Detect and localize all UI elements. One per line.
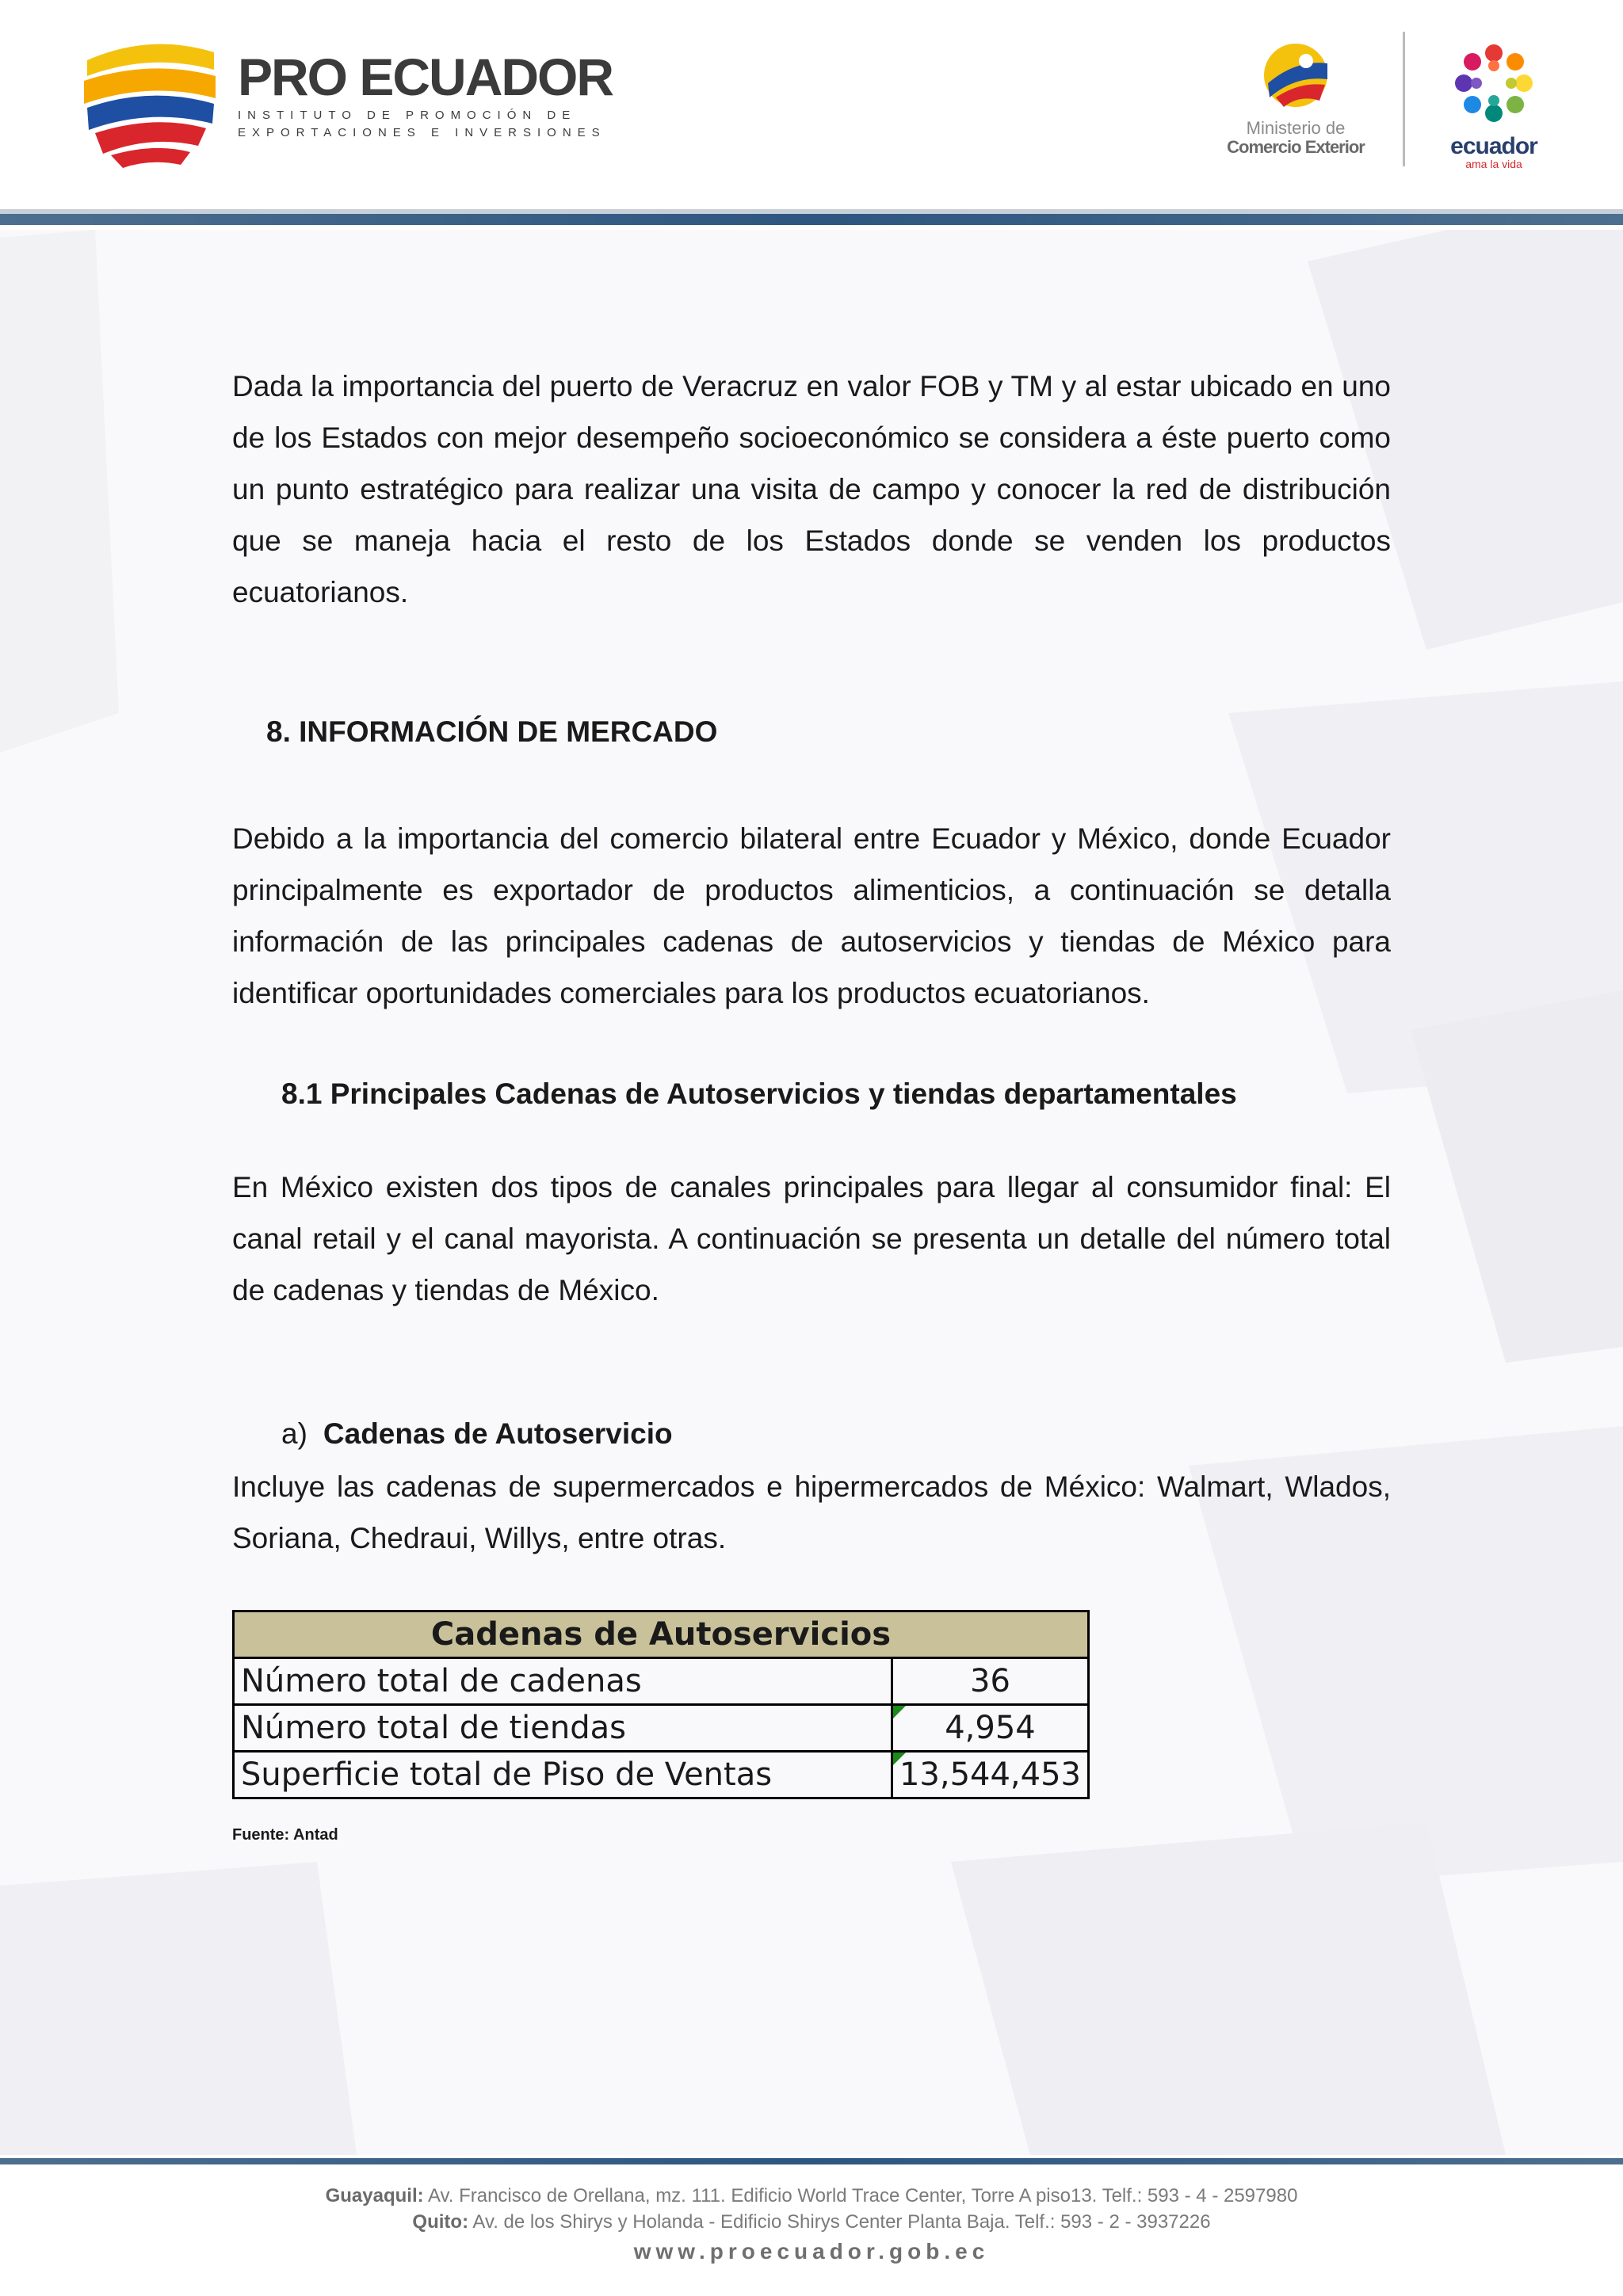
autoservicios-table — [232, 1610, 1090, 1799]
list-item-letter: a) — [281, 1417, 307, 1450]
ecuador-wordmark: ecuador — [1450, 133, 1537, 159]
footer-guayaquil-address: Av. Francisco de Orellana, mz. 111. Edificio World Trace Center, Torre A piso13. Telf.: 593 - 4 - 2597980 — [423, 2185, 1298, 2206]
list-item-title: Cadenas de Autoservicio — [323, 1417, 673, 1450]
footer-quito-label: Quito: — [412, 2211, 469, 2233]
table-row — [234, 1705, 1089, 1752]
table-title: Cadenas de Autoservicios — [234, 1611, 1089, 1658]
table-cell-label: Número total de tiendas — [234, 1705, 892, 1752]
table-row — [234, 1752, 1089, 1798]
brand-block — [238, 49, 613, 139]
brand-title: PRO ECUADOR — [238, 48, 613, 106]
footer-website-link[interactable]: www.proecuador.gob.ec — [633, 2239, 990, 2264]
ecuador-brand-logo — [1442, 36, 1545, 170]
footer-bar — [0, 2158, 1623, 2164]
subsection-heading: 8.1 Principales Cadenas de Autoservicios y tiendas departamentales — [281, 1077, 1237, 1110]
section-heading: 8. INFORMACIÓN DE MERCADO — [266, 715, 718, 748]
pro-ecuador-logo-icon — [79, 29, 222, 171]
footer-guayaquil — [0, 2183, 1623, 2209]
brand-subtitle-line-2: EXPORTACIONES E INVERSIONES — [238, 126, 606, 139]
table-cell-value-text: 13,544,453 — [899, 1756, 1081, 1793]
footer-guayaquil-label: Guayaquil: — [325, 2185, 424, 2206]
section-paragraph: Debido a la importancia del comercio bilateral entre Ecuador y México, donde Ecuador principalmente es exportador de productos alimenticios, a continuación se detalla información de las principales cadenas de autoservicios y tiendas de México para identificar oportunidades comerciales para los productos ecuatorianos. — [232, 822, 1391, 1009]
ministry-line-1: Ministerio de — [1246, 118, 1346, 138]
intro-paragraph: Dada la importancia del puerto de Veracruz en valor FOB y TM y al estar ubicado en uno de los Estados con mejor desempeño socioeconómico se considera a éste puerto como un punto estratégico para realizar una visita de campo y conocer la red de distribución que se maneja hacia el resto de los Estados donde se venden los productos ecuatorianos. — [232, 370, 1391, 608]
cell-flag-icon — [893, 1753, 906, 1765]
ministry-logo — [1216, 36, 1375, 170]
list-item-a — [281, 1417, 673, 1451]
table-row — [234, 1658, 1089, 1705]
cell-flag-icon — [893, 1706, 906, 1718]
table-cell-value — [892, 1705, 1088, 1752]
ministry-line-2: Comercio Exterior — [1227, 137, 1365, 157]
table-cell-value: 36 — [892, 1658, 1088, 1705]
ecuador-rosette-icon — [1446, 36, 1541, 131]
ministry-emblem-icon — [1260, 36, 1331, 115]
table-cell-value-text: 4,954 — [945, 1710, 1036, 1746]
table-source: Fuente: Antad — [232, 1826, 338, 1844]
brand-subtitle-line-1: INSTITUTO DE PROMOCIÓN DE — [238, 109, 577, 122]
logo-divider — [1403, 32, 1405, 166]
subsection-paragraph: En México existen dos tipos de canales principales para llegar al consumidor final: El canal retail y el canal mayorista. A continuación se presenta un detalle del número total de cadenas y tiendas de México. — [232, 1171, 1391, 1306]
item-paragraph: Incluye las cadenas de supermercados e hipermercados de México: Walmart, Wlados, Soriana, Chedraui, Willys, entre otras. — [232, 1470, 1391, 1554]
footer-quito-address: Av. de los Shirys y Holanda - Edificio Shirys Center Planta Baja. Telf.: 593 - 2 - 3937226 — [468, 2211, 1211, 2233]
table-cell-value — [892, 1752, 1088, 1798]
ecuador-tagline: ama la vida — [1465, 158, 1522, 170]
footer-quito — [0, 2209, 1623, 2235]
footer-contact — [0, 2183, 1623, 2268]
header-bar — [0, 214, 1623, 225]
table-cell-label: Superficie total de Piso de Ventas — [234, 1752, 892, 1798]
table-cell-label: Número total de cadenas — [234, 1658, 892, 1705]
